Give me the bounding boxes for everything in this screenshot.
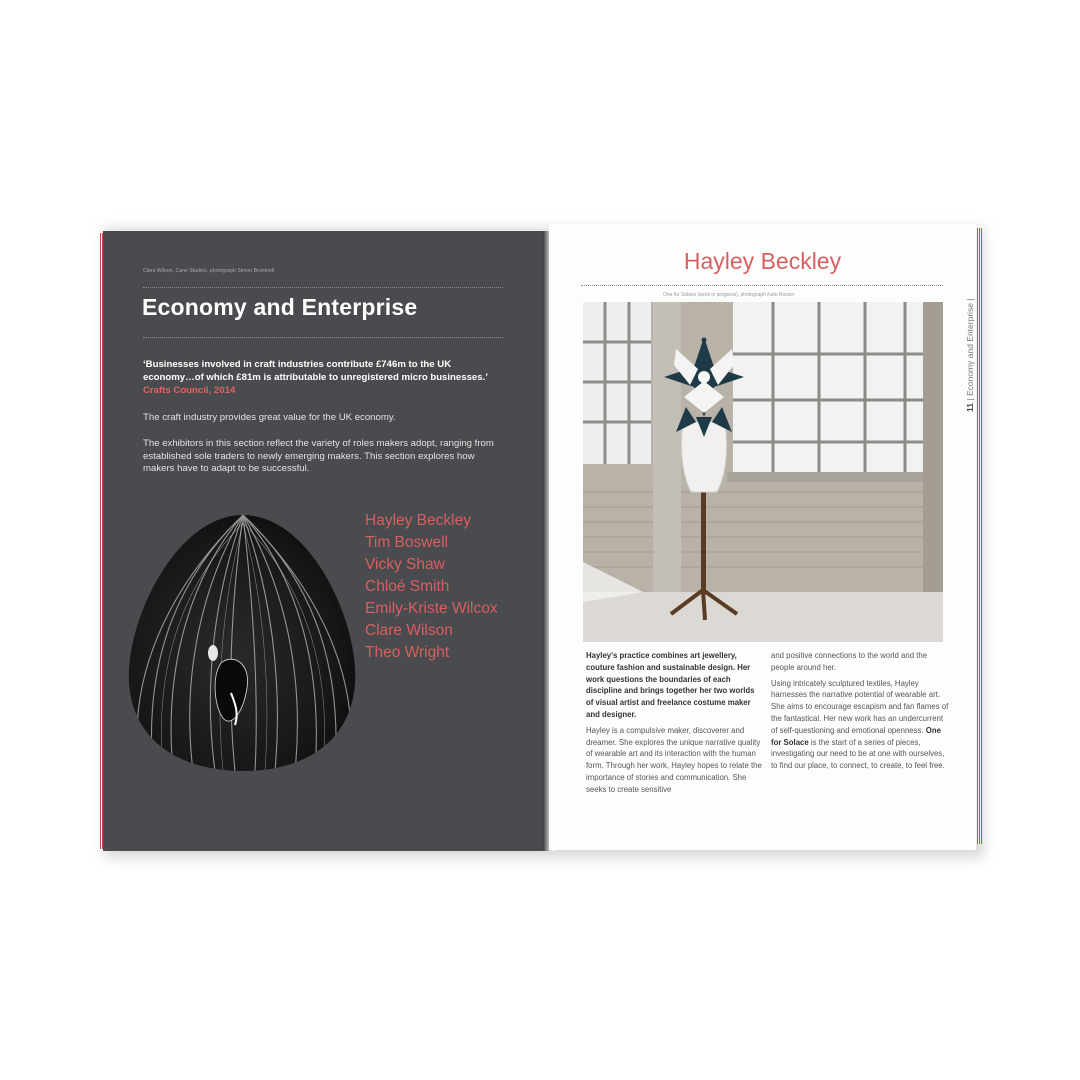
right-page <box>549 224 976 850</box>
body-text: is the start of a series of pieces, investigating our need to be at one with ourselves, to find our place, to connect, to create, to feel free. <box>771 737 945 771</box>
text-column-2 <box>771 650 949 776</box>
work-title: One for Solace <box>771 725 941 747</box>
exhibitor-name: Clare Wilson <box>365 622 453 639</box>
right-page-edge <box>976 228 982 844</box>
glass-egg-photo <box>123 513 363 773</box>
section-label: | Economy and Enterprise | <box>965 298 975 401</box>
dotted-divider <box>143 287 503 288</box>
photo-credit-caption: Clare Wilson, Cane Studies, photograph Simon Bruntnell <box>143 268 275 274</box>
photo-credit-caption: One for Solace (work in progress), photograph Kate Rossin <box>663 292 795 298</box>
exhibitor-name: Emily-Kriste Wilcox <box>365 600 498 617</box>
body-paragraph: and positive connections to the world and the people around her. <box>771 651 928 672</box>
quote-source: Crafts Council, 2014 <box>143 385 236 396</box>
body-paragraph <box>771 678 949 772</box>
running-header <box>953 298 975 412</box>
exhibitor-name: Vicky Shaw <box>365 556 445 573</box>
dress-form-photo <box>583 302 943 642</box>
section-title: Economy and Enterprise <box>142 294 418 320</box>
body-paragraph: Hayley is a compulsive maker, discoverer and dreamer. She explores the unique narrative quality of wearable art and its interaction with the human form. Through her work, Hayley hopes to relate the importance of stories and communication. She seeks to create sensitive <box>586 725 762 794</box>
dotted-divider <box>581 285 943 286</box>
page-number: 11 <box>965 403 975 412</box>
exhibitor-name: Chloé Smith <box>365 578 450 595</box>
artist-title: Hayley Beckley <box>683 248 842 274</box>
text-column-1 <box>586 650 764 800</box>
exhibitor-list <box>365 510 498 664</box>
body-text: Using intricately sculptured textiles, Hayley harnesses the narrative potential of wearable art. She aims to encourage escapism and fan flames of the fantastical. Her new work has an undercurrent of self-questioning and emotional openness. <box>771 678 949 735</box>
exhibitor-name: Theo Wright <box>365 644 450 661</box>
dotted-divider <box>143 337 503 338</box>
body-paragraph: The exhibitors in this section reflect the variety of roles makers adopt, ranging from established sole traders to newly emerging makers. This section explores how makers have to adapt to be successful. <box>143 438 494 475</box>
left-page <box>103 231 547 851</box>
pull-quote: ‘Businesses involved in craft industries contribute £746m to the UK economy…of which £81m is attributable to unregistered micro businesses.’ <box>143 359 488 383</box>
exhibitor-name: Hayley Beckley <box>365 512 471 529</box>
intro-paragraph: The craft industry provides great value for the UK economy. <box>143 412 396 423</box>
lead-paragraph: Hayley's practice combines art jewellery, couture fashion and sustainable design. Her work questions the boundaries of each discipline and brings together her two worlds of visual artist and freelance costume maker and designer. <box>586 651 755 719</box>
exhibitor-name: Tim Boswell <box>365 534 448 551</box>
